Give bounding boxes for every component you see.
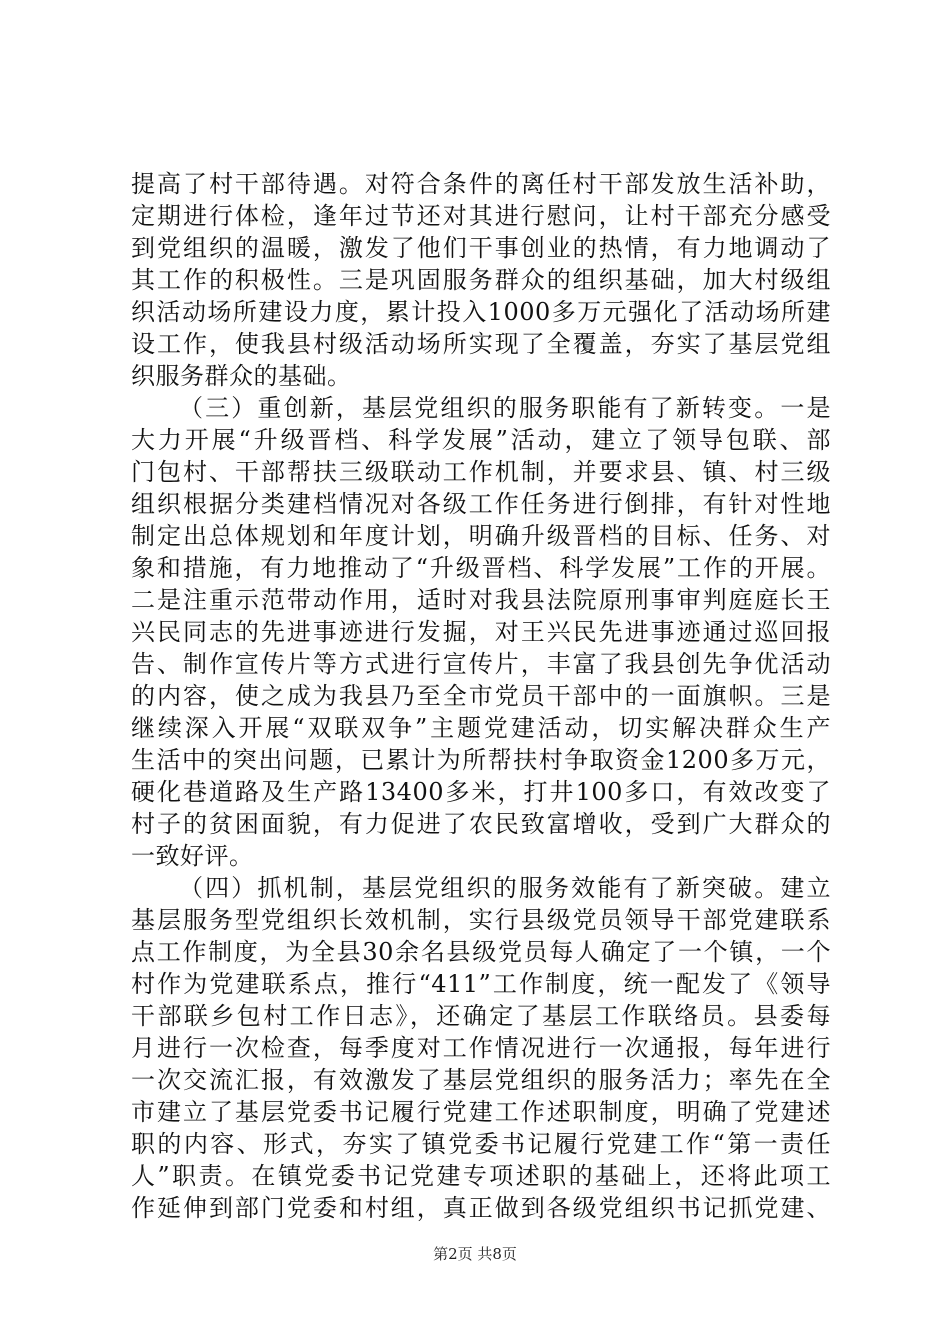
body-text (131, 168, 831, 1224)
text-line: 继续深入开展“双联双争”主题党建活动，切实解决群众生产 (131, 714, 831, 742)
text-line: 设工作，使我县村级活动场所实现了全覆盖，夯实了基层党组 (131, 330, 831, 358)
section-heading-line: （三）重创新，基层党组织的服务职能有了新转变。一是 (179, 394, 831, 422)
text-line: 门包村、干部帮扶三级联动工作机制，并要求县、镇、村三级 (131, 458, 831, 486)
text-line: 干部联乡包村工作日志》，还确定了基层工作联络员。县委每 (131, 1002, 831, 1030)
text-line: 点工作制度，为全县30余名县级党员每人确定了一个镇，一个 (131, 938, 831, 966)
text-line: 制定出总体规划和年度计划，明确升级晋档的目标、任务、对 (131, 522, 831, 550)
text-line: 基层服务型党组织长效机制，实行县级党员领导干部党建联系 (131, 906, 831, 934)
text-line: 提高了村干部待遇。对符合条件的离任村干部发放生活补助， (131, 170, 831, 198)
text-line: 兴民同志的先进事迹进行发掘，对王兴民先进事迹通过巡回报 (131, 618, 831, 646)
text-line: 一致好评。 (131, 842, 254, 870)
text-line: 村作为党建联系点，推行“411”工作制度，统一配发了《领导 (131, 970, 831, 998)
text-line: 组织根据分类建档情况对各级工作任务进行倒排，有针对性地 (131, 490, 831, 518)
page-number-footer: 第2页 共8页 (433, 1245, 517, 1263)
text-line: 人”职责。在镇党委书记党建专项述职的基础上，还将此项工 (131, 1162, 831, 1190)
text-line: 的内容，使之成为我县乃至全市党员干部中的一面旗帜。三是 (131, 682, 831, 710)
text-line: 一次交流汇报，有效激发了基层党组织的服务活力；率先在全 (131, 1066, 831, 1094)
text-line: 硬化巷道路及生产路13400多米，打井100多口，有效改变了 (131, 778, 831, 806)
text-line: 二是注重示范带动作用，适时对我县法院原刑事审判庭庭长王 (131, 586, 831, 614)
text-line: 织活动场所建设力度，累计投入1000多万元强化了活动场所建 (131, 298, 831, 326)
text-line: 到党组织的温暖，激发了他们干事创业的热情，有力地调动了 (131, 234, 831, 262)
section-heading-line: （四）抓机制，基层党组织的服务效能有了新突破。建立 (179, 874, 831, 902)
text-line: 织服务群众的基础。 (131, 362, 352, 390)
text-line: 村子的贫困面貌，有力促进了农民致富增收，受到广大群众的 (131, 810, 831, 838)
text-line: 月进行一次检查，每季度对工作情况进行一次通报，每年进行 (131, 1034, 831, 1062)
text-line: 告、制作宣传片等方式进行宣传片，丰富了我县创先争优活动 (131, 650, 831, 678)
text-line: 市建立了基层党委书记履行党建工作述职制度，明确了党建述 (131, 1098, 831, 1126)
text-line: 生活中的突出问题，已累计为所帮扶村争取资金1200多万元， (131, 746, 831, 774)
text-line: 定期进行体检，逢年过节还对其进行慰问，让村干部充分感受 (131, 202, 831, 230)
text-line: 作延伸到部门党委和村组，真正做到各级党组织书记抓党建、 (131, 1194, 831, 1222)
text-line: 其工作的积极性。三是巩固服务群众的组织基础，加大村级组 (131, 266, 831, 294)
text-line: 大力开展“升级晋档、科学发展”活动，建立了领导包联、部 (131, 426, 831, 454)
text-line: 象和措施，有力地推动了“升级晋档、科学发展”工作的开展。 (131, 554, 831, 582)
text-line: 职的内容、形式，夯实了镇党委书记履行党建工作“第一责任 (131, 1130, 831, 1158)
